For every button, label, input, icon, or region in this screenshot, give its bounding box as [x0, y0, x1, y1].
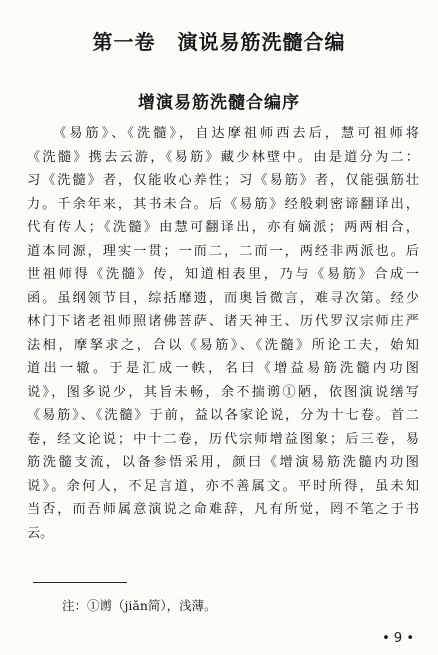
body-line: 道出一辙。于是汇成一帙，名曰《增益易筋洗髓内功图	[27, 361, 419, 376]
body-line: 《洗髓》携去云游，《易筋》藏少林壁中。由是道分为二：	[27, 149, 419, 165]
chapter-title: 演说易筋洗髓合编	[177, 30, 346, 54]
body-line: 《易筋》、《洗髓》于前，益以各家论说，分为十七卷。首二	[27, 408, 419, 423]
body-line: 当否，而吾师属意演说之命难辞，凡有所觉，罔不笔之于书	[27, 502, 419, 517]
body-line: 筋洗髓支流，以备参悟采用，颜曰《增演易筋洗髓内功图	[27, 455, 419, 470]
body-line: 云。	[27, 525, 54, 541]
body-line: 函。虽纲领节目，综括靡遗，而奥旨微言，难寻次第。经少	[27, 290, 419, 306]
body-line: 法相，摩拏求之，合以《易筋》、《洗髓》所论工夫，始知	[27, 337, 419, 353]
page-number: • 9 •	[382, 631, 414, 646]
body-line: 力。千余年来，其书未合。后《易筋》经般剌密谛翻译出，	[27, 196, 419, 212]
body-line: 代有传人；《洗髓》由慧可翻译出，亦有嫡派；两两相合，	[27, 220, 419, 235]
body-text	[27, 122, 419, 545]
body-line: 说》，图多说少，其旨未畅，余不揣谫①陋，依图演说缮写	[27, 384, 419, 400]
body-line: 林门下诸老祖师照诸佛菩萨、诸天神王、历代罗汉宗师庄严	[27, 314, 419, 329]
body-line: 《易筋》、《洗髓》，自达摩祖师西去后，慧可祖师将	[53, 126, 419, 141]
body-line: 说》。余何人，不足言道，亦不善属文。平时所得，虽未知	[27, 478, 419, 494]
chapter-label: 第一卷	[92, 30, 156, 54]
footnote-divider	[33, 582, 127, 583]
chapter-heading	[0, 26, 438, 55]
footnote: 注：①谫（jiǎn简），浅薄。	[62, 598, 217, 613]
section-title: 增演易筋洗髓合编序	[138, 93, 300, 113]
body-line: 习《洗髓》者，仅能收心养性；习《易筋》者，仅能强筋壮	[27, 173, 419, 188]
body-line: 卷，经文论说；中十二卷，历代宗师增益图象；后三卷，易	[27, 431, 419, 447]
body-line: 道本同源，理实一贯；一而二，二而一，两经非两派也。后	[27, 243, 419, 259]
body-line: 世祖师得《洗髓》传，知道相表里，乃与《易筋》合成一	[27, 267, 419, 282]
